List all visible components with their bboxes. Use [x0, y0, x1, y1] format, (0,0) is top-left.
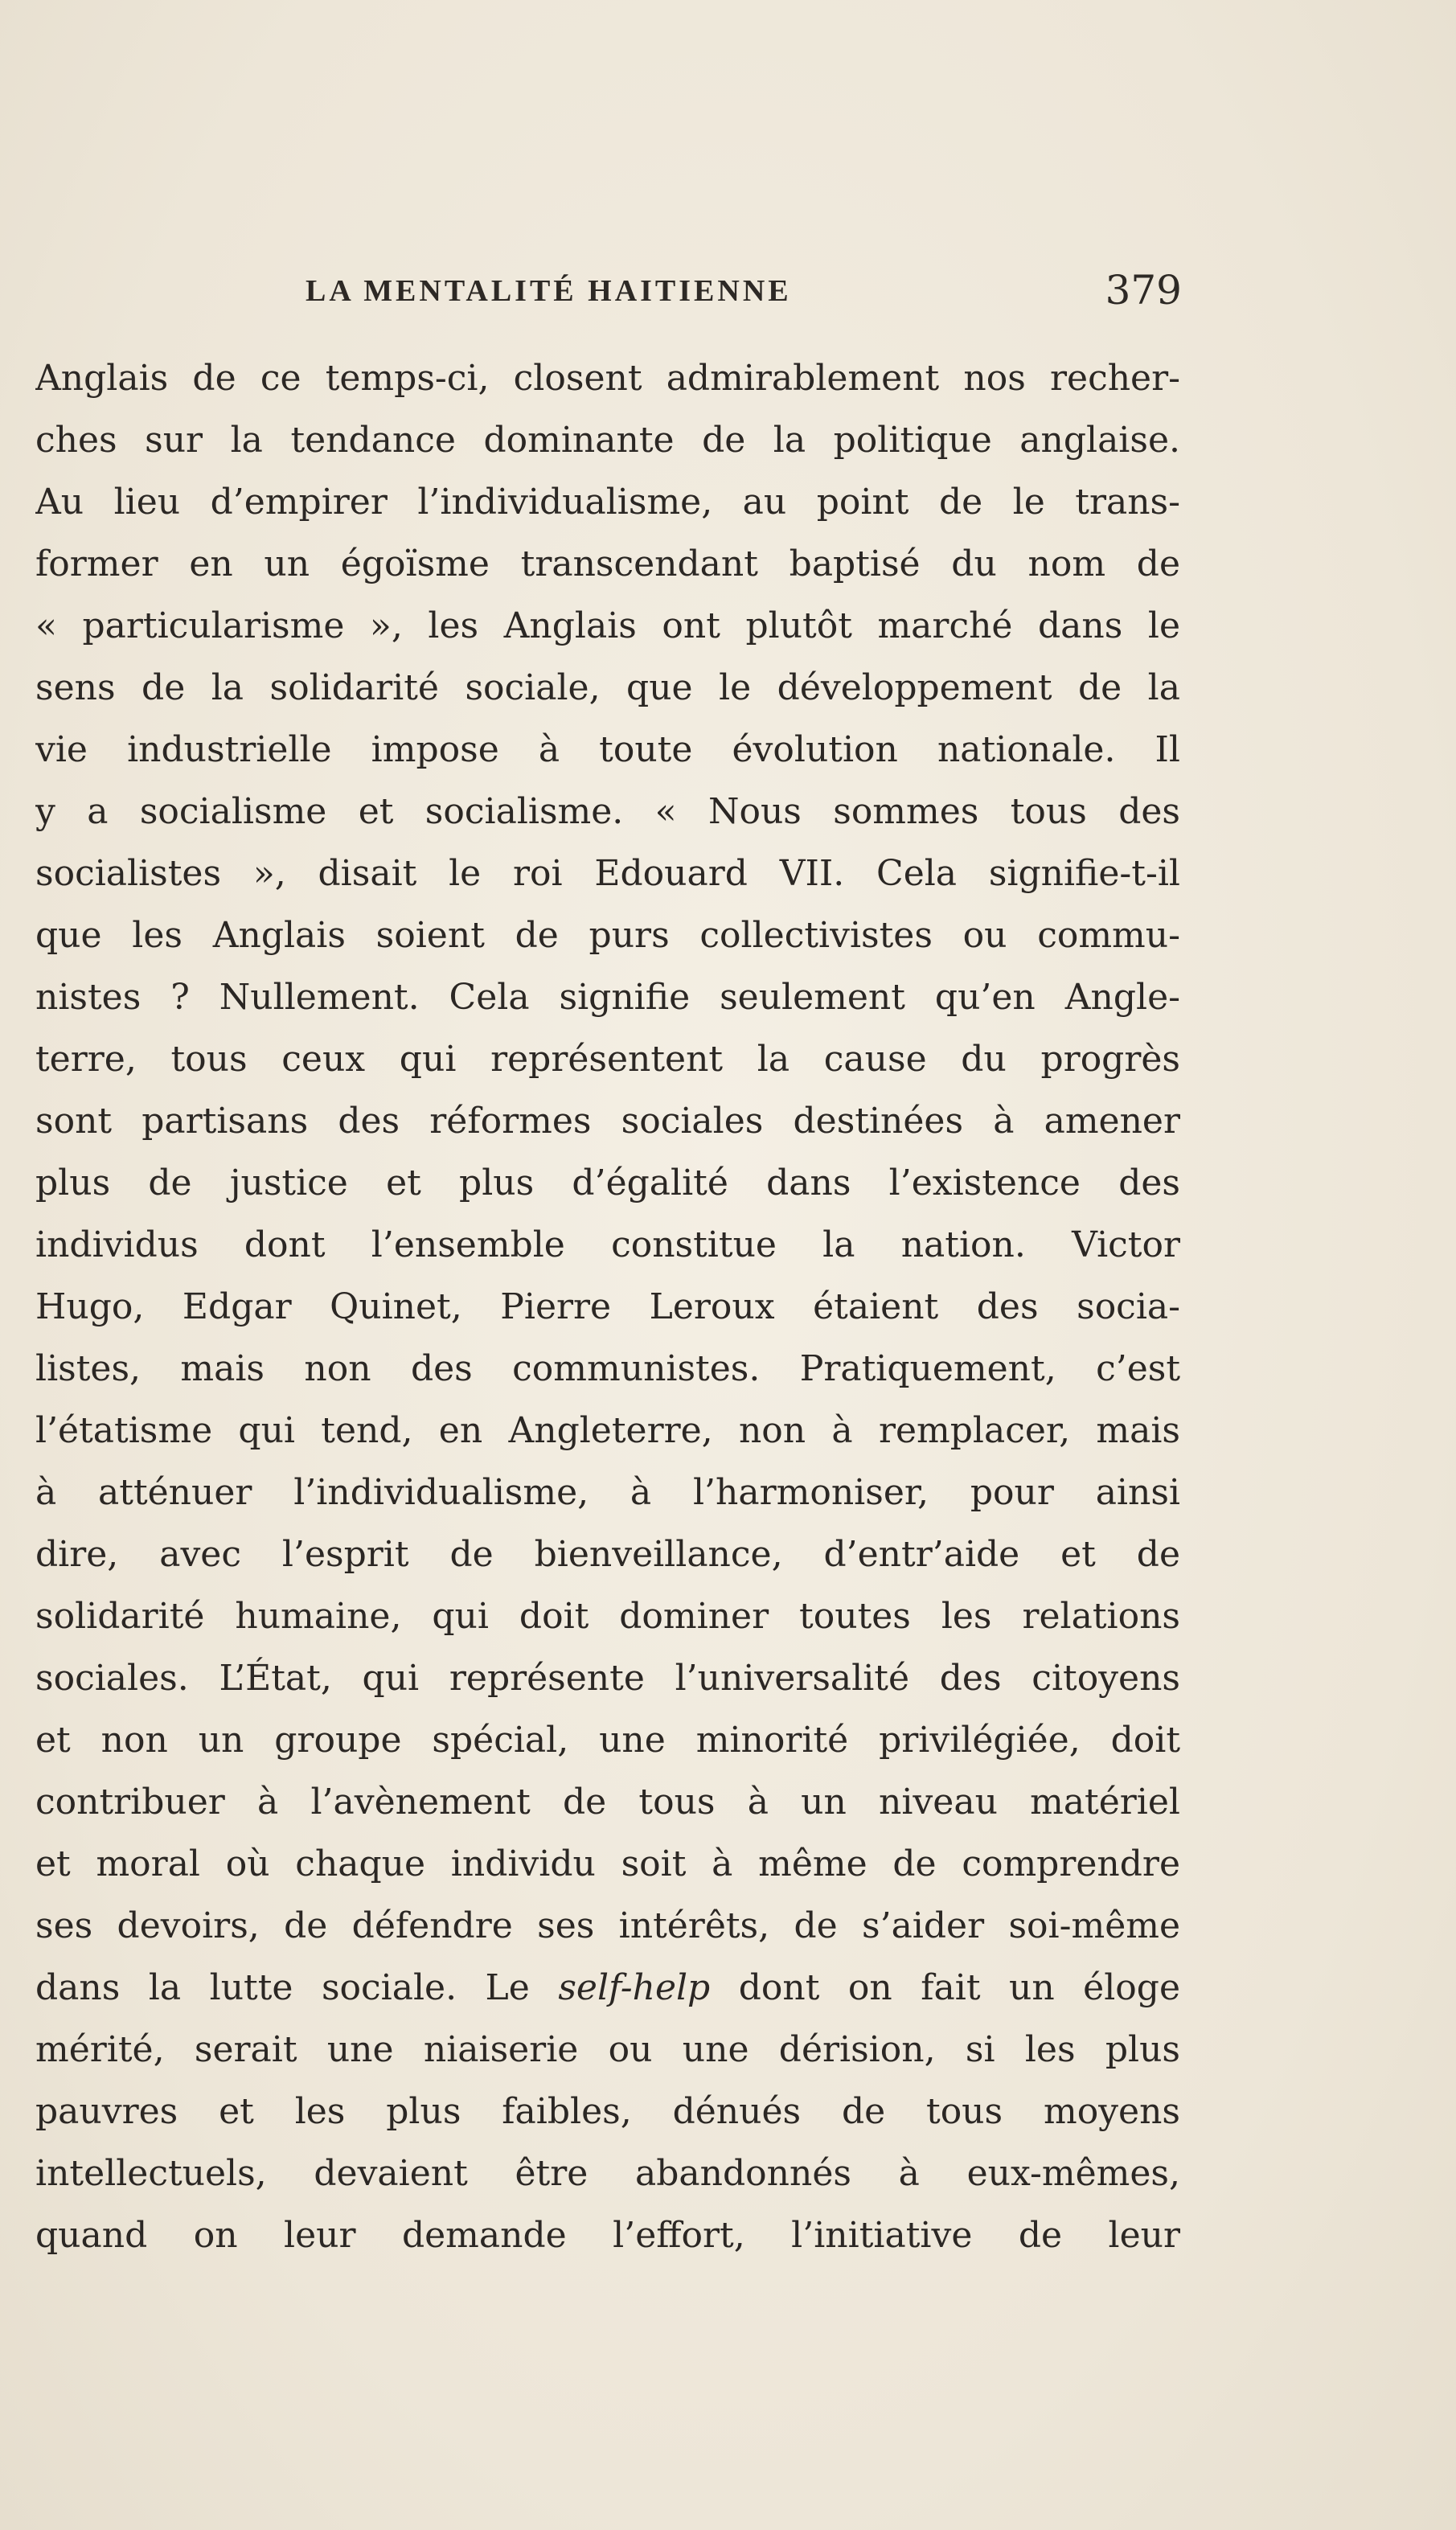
- text-line-12: terre, tous ceux qui représentent la cause du progrès: [35, 1039, 1180, 1080]
- text-line-26: ses devoirs, de défendre ses intérêts, de s’aider soi-même: [35, 1905, 1180, 1946]
- text-line-31: quand on leur demande l’effort, l’initiative de leur: [35, 2215, 1180, 2256]
- text-line-24: contribuer à l’avènement de tous à un niveau matériel: [35, 1782, 1180, 1823]
- text-line-2: ches sur la tendance dominante de la politique anglaise.: [35, 420, 1180, 461]
- body-text: [35, 347, 1180, 2266]
- text-line-5: « particularisme », les Anglais ont plutôt marché dans le: [35, 605, 1180, 646]
- text-line-27-after: dont on fait un éloge: [710, 1967, 1180, 2008]
- text-line-29: pauvres et les plus faibles, dénués de tous moyens: [35, 2091, 1180, 2132]
- running-head: [306, 267, 1182, 315]
- text-line-30: intellectuels, devaient être abandonnés à eux-mêmes,: [35, 2153, 1180, 2194]
- running-title: LA MENTALITÉ HAITIENNE: [306, 274, 792, 308]
- page-number: 379: [1105, 267, 1182, 314]
- text-line-23: et non un groupe spécial, une minorité privilégiée, doit: [35, 1720, 1180, 1761]
- text-line-6: sens de la solidarité sociale, que le développement de la: [35, 667, 1180, 708]
- text-line-22: sociales. L’État, qui représente l’universalité des citoyens: [35, 1658, 1180, 1699]
- text-line-15: individus dont l’ensemble constitue la nation. Victor: [35, 1224, 1180, 1265]
- text-line-27-before: dans la lutte sociale. Le: [35, 1967, 559, 2008]
- text-line-3: Au lieu d’empirer l’individualisme, au point de le trans-: [35, 482, 1180, 523]
- text-line-20: dire, avec l’esprit de bienveillance, d’entr’aide et de: [35, 1534, 1180, 1575]
- text-line-1: Anglais de ce temps-ci, closent admirablement nos recher-: [35, 358, 1180, 399]
- text-line-21: solidarité humaine, qui doit dominer toutes les relations: [35, 1596, 1180, 1637]
- text-line-28: mérité, serait une niaiserie ou une dérision, si les plus: [35, 2029, 1180, 2070]
- text-line-27: [35, 1957, 1180, 2019]
- text-line-14: plus de justice et plus d’égalité dans l’existence des: [35, 1162, 1180, 1203]
- text-line-4: former en un égoïsme transcendant baptisé du nom de: [35, 543, 1180, 584]
- text-line-18: l’étatisme qui tend, en Angleterre, non à remplacer, mais: [35, 1410, 1180, 1451]
- text-line-11: nistes ? Nullement. Cela signifie seulement qu’en Angle-: [35, 977, 1180, 1018]
- text-line-9: socialistes », disait le roi Edouard VII. Cela signifie-t-il: [35, 853, 1180, 894]
- text-line-7: vie industrielle impose à toute évolution nationale. Il: [35, 729, 1180, 770]
- text-line-16: Hugo, Edgar Quinet, Pierre Leroux étaient des socia-: [35, 1286, 1180, 1327]
- text-line-17: listes, mais non des communistes. Pratiquement, c’est: [35, 1348, 1180, 1389]
- text-line-19: à atténuer l’individualisme, à l’harmoniser, pour ainsi: [35, 1472, 1180, 1513]
- text-line-10: que les Anglais soient de purs collectivistes ou commu-: [35, 915, 1180, 956]
- self-help-italic: self-help: [558, 1967, 711, 2008]
- text-line-8: y a socialisme et socialisme. « Nous sommes tous des: [35, 791, 1180, 832]
- text-line-13: sont partisans des réformes sociales destinées à amener: [35, 1101, 1180, 1142]
- text-line-25: et moral où chaque individu soit à même de comprendre: [35, 1843, 1180, 1884]
